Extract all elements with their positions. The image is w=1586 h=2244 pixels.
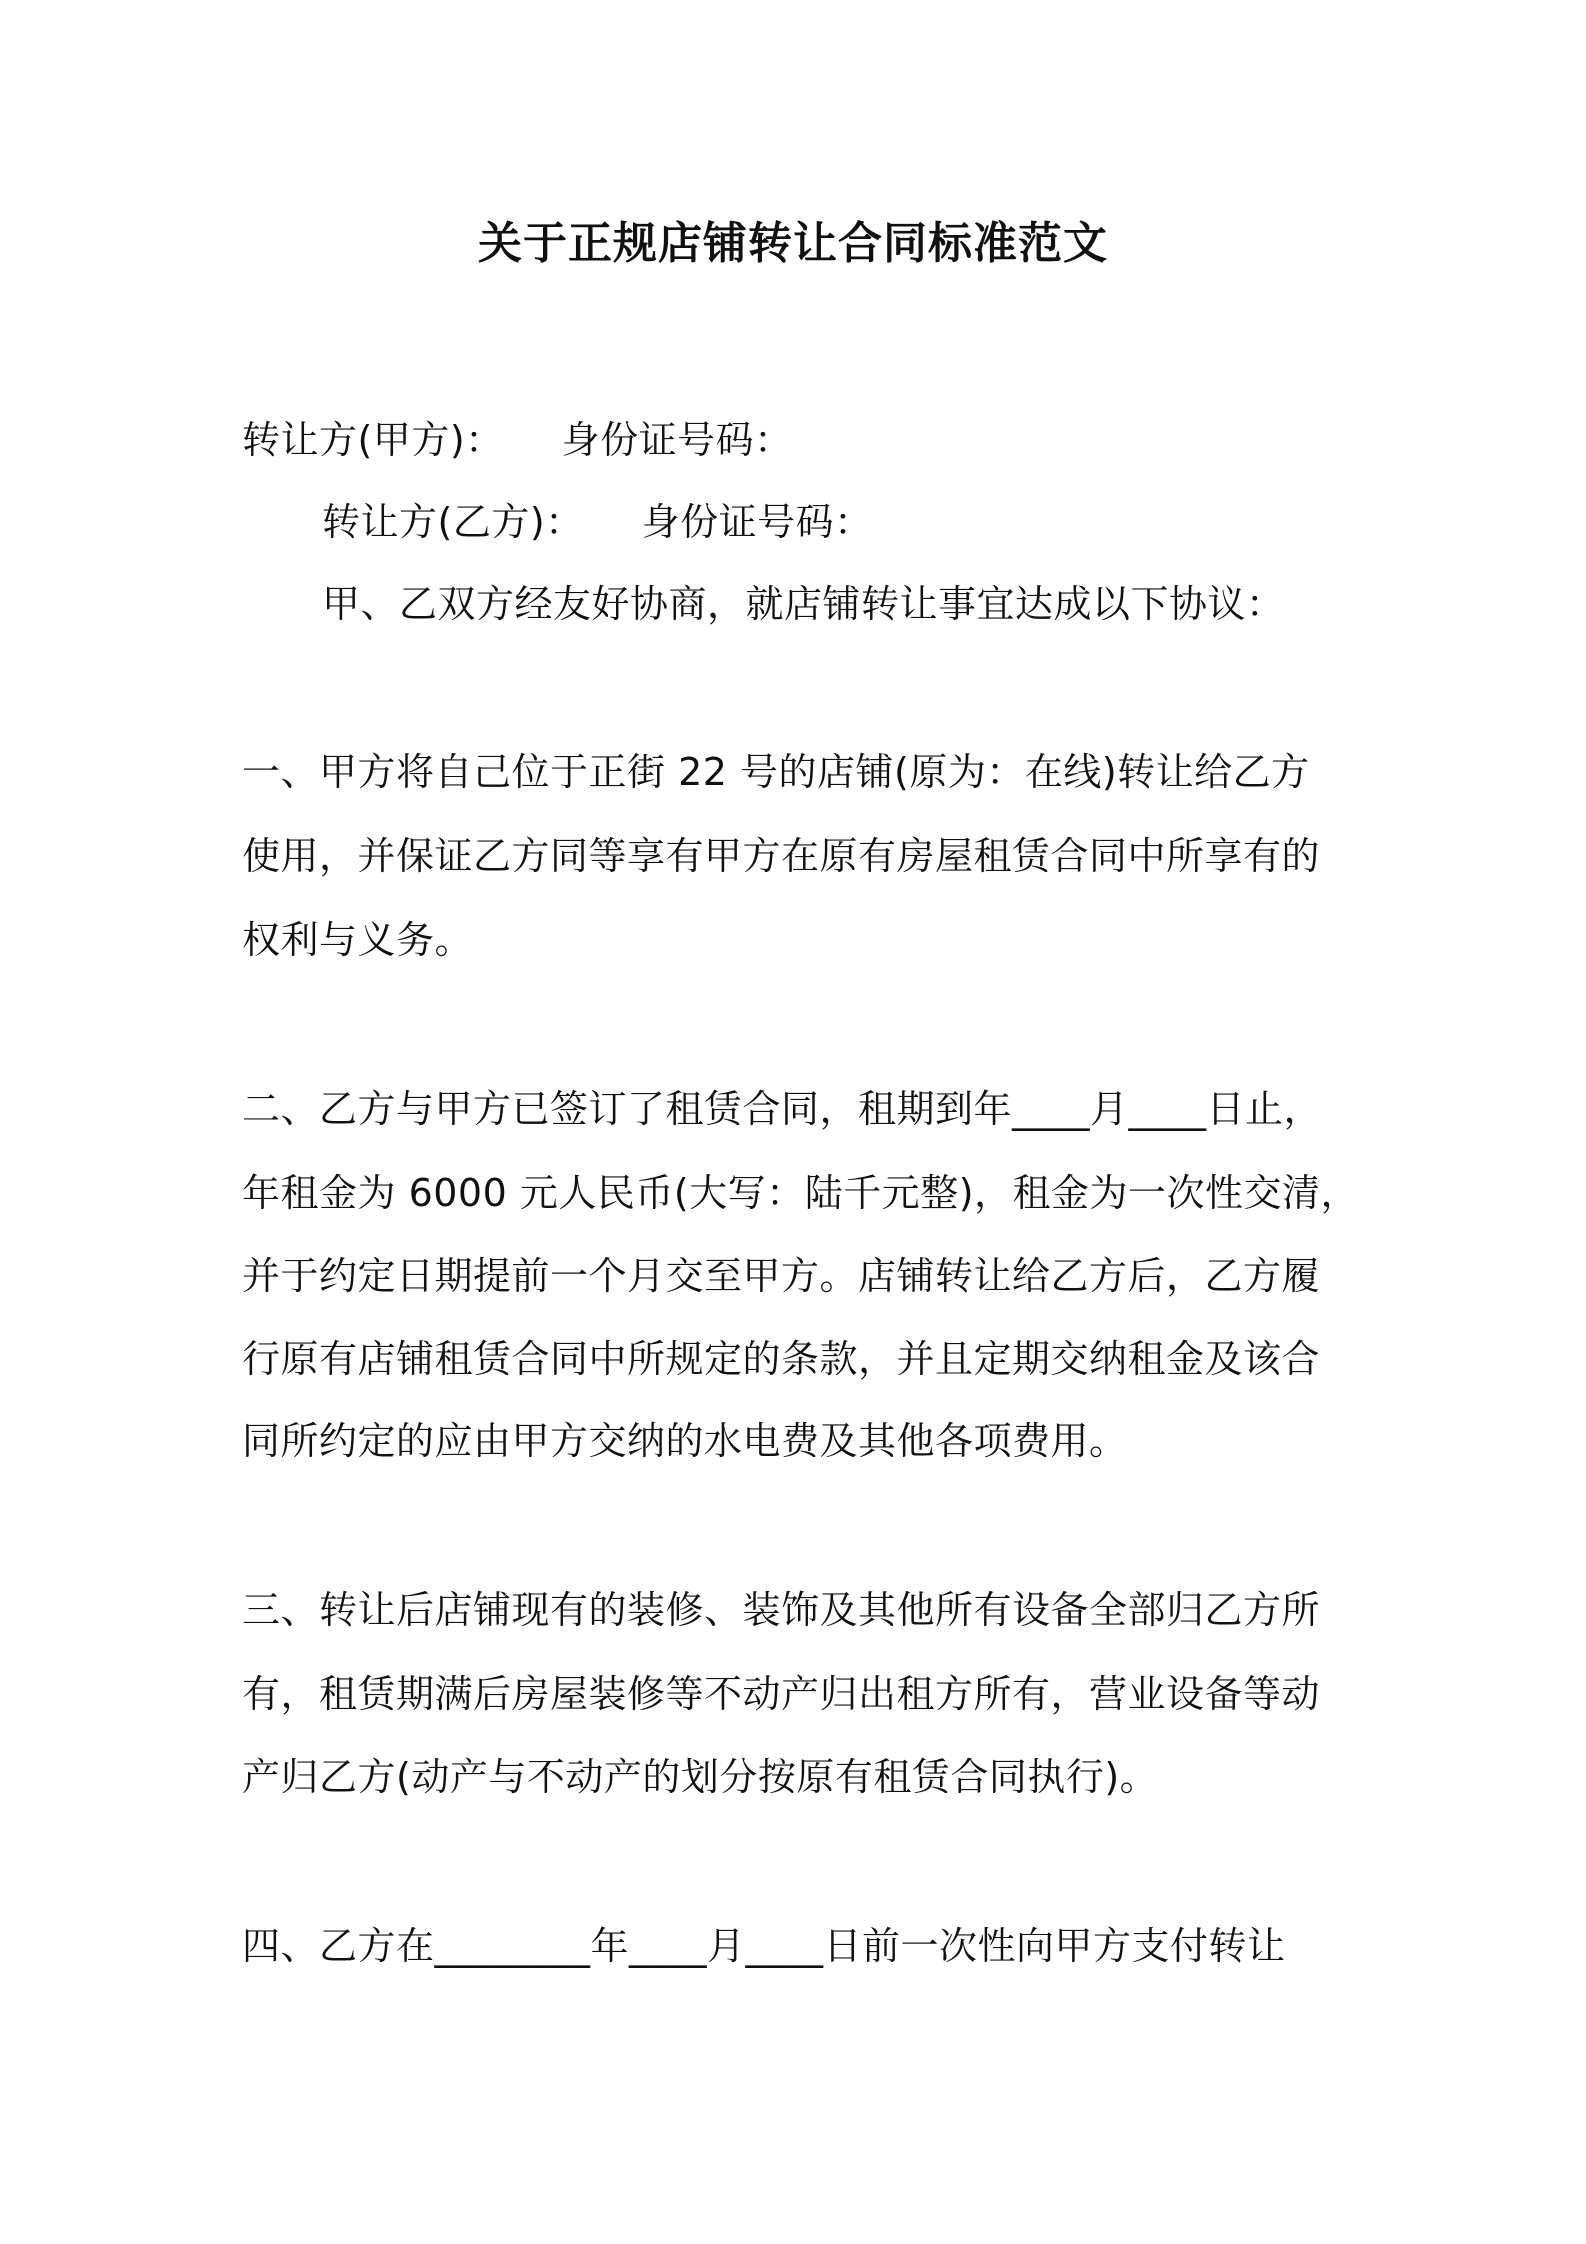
document-title: 关于正规店铺转让合同标准范文 (478, 218, 1108, 269)
preamble: 甲、乙双方经友好协商，就店铺转让事宜达成以下协议： (322, 582, 1285, 626)
party-a-label: 转让方(甲方)： (242, 418, 504, 462)
clause-2-line: 并于约定日期提前一个月交至甲方。店铺转让给乙方后，乙方履 (242, 1254, 1321, 1298)
clause-2-line: 同所约定的应由甲方交纳的水电费及其他各项费用。 (242, 1419, 1128, 1463)
party-b-label: 转让方(乙方)： (322, 500, 584, 544)
clause-2-line: 二、乙方与甲方已签订了租赁合同，租期到年____月____日止， (242, 1087, 1323, 1131)
party-b-id-label: 身份证号码： (641, 500, 873, 544)
clause-3-line: 产归乙方(动产与不动产的划分按原有租赁合同执行)。 (242, 1755, 1159, 1799)
clause-2-line: 行原有店铺租赁合同中所规定的条款，并且定期交纳租金及该合 (242, 1337, 1321, 1381)
clause-1-line: 使用，并保证乙方同等享有甲方在原有房屋租赁合同中所享有的 (242, 834, 1321, 878)
party-b-row (322, 496, 873, 548)
clause-1-line: 一、甲方将自己位于正街 22 号的店铺(原为：在线)转让给乙方 (242, 750, 1310, 794)
clause-3-line: 有，租赁期满后房屋装修等不动产归出租方所有，营业设备等动 (242, 1672, 1321, 1716)
clause-4-line: 四、乙方在________年____月____日前一次性向甲方支付转让 (242, 1924, 1286, 1968)
party-a-id-label: 身份证号码： (561, 418, 793, 462)
clause-3-line: 三、转让后店铺现有的装修、装饰及其他所有设备全部归乙方所 (242, 1588, 1321, 1632)
clause-1-line: 权利与义务。 (242, 918, 474, 962)
party-a-row (242, 414, 793, 466)
clause-2-line: 年租金为 6000 元人民币(大写：陆千元整)，租金为一次性交清， (242, 1171, 1360, 1215)
